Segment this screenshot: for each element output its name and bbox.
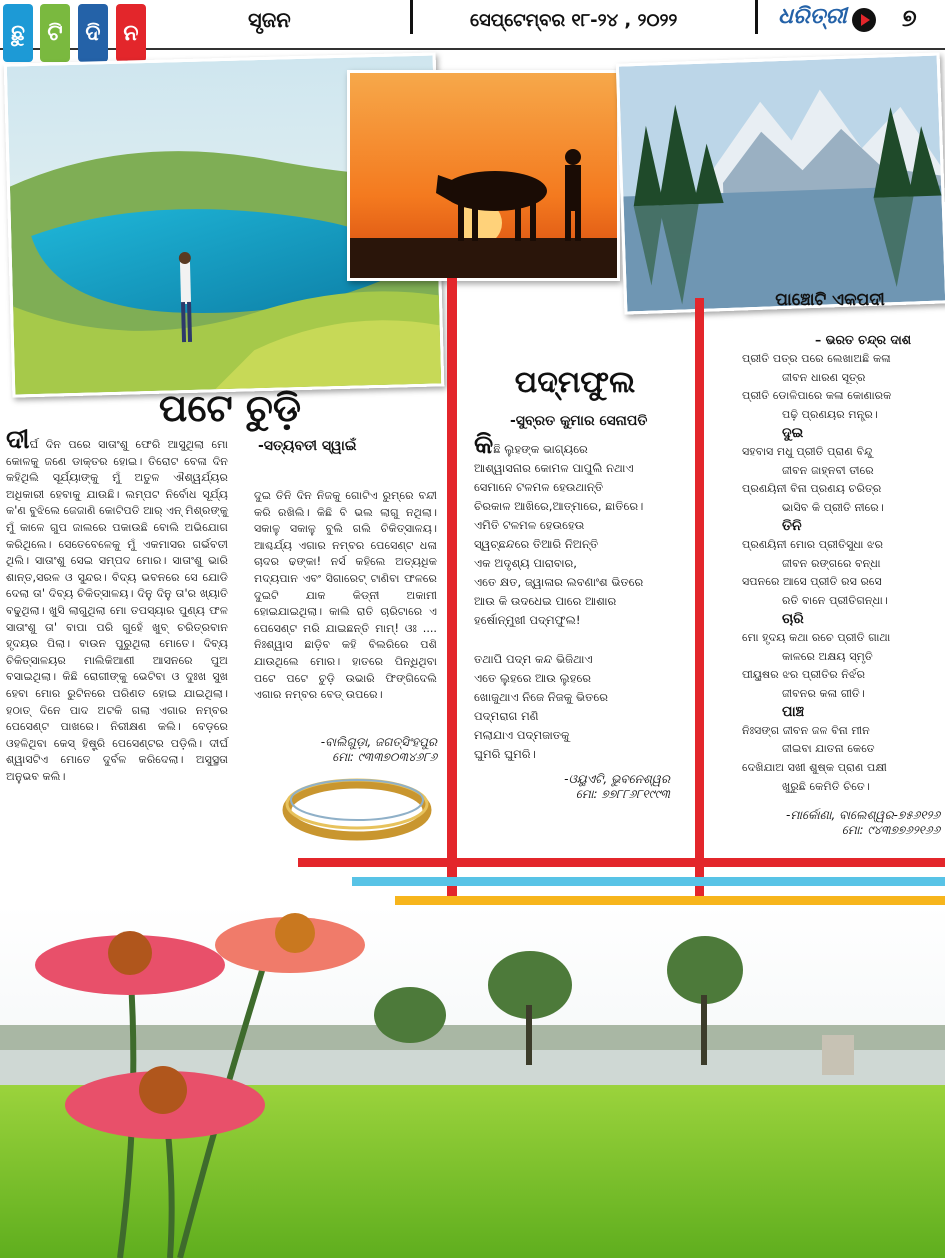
poem3-stanza-heading: ଚାରି bbox=[782, 611, 804, 628]
poem3-line: ଜୀବନର କଳା ଗୀତି। bbox=[782, 686, 865, 700]
section-name: ସୃଜନ bbox=[248, 8, 291, 32]
poem2-line: ସ୍ୱଚ୍ଛନ୍ଦରେ ତିଆରି ନିଅନ୍ତି bbox=[474, 537, 599, 551]
poem3-line: ପ୍ରୀତି ଡୋଳିପାରେ କଳା କୋଣାରକ bbox=[742, 389, 892, 403]
brand-tile-1: ଛୁ bbox=[3, 4, 33, 62]
poem2-stanza-1 bbox=[474, 430, 644, 630]
brand-tile-3: ଦି bbox=[78, 4, 108, 62]
poem2-line: ପଦ୍ମରାଗ ମଣି bbox=[474, 709, 539, 723]
brand-tile-2: ଟି bbox=[40, 4, 70, 62]
poem2-line: ଏକ ଅଦୃଶ୍ୟ ପାରାବାର, bbox=[474, 556, 577, 570]
story-dropcap: ଦୀ bbox=[6, 425, 30, 455]
header-divider bbox=[410, 0, 413, 34]
poem3-line: ନିଃସଙ୍ଗ ଜୀବନ ଜଳ ବିନା ମୀନ bbox=[742, 723, 870, 737]
mountain-reflection-photo bbox=[616, 52, 945, 314]
poem2-line: ଏମିତି ଟଳମଳ ହେଉହେଉ bbox=[474, 518, 585, 532]
poem2-stanza-2 bbox=[474, 650, 608, 764]
poem2-line: ଖୋଜୁଥାଏ ନିଜେ ନିଜକୁ ଭିତରେ bbox=[474, 690, 609, 704]
poem2-line: ହର୍ଷୋନ୍ମୁଖୀ ପଦ୍ମଫୁଲ! bbox=[474, 613, 581, 627]
page-number: ୭ bbox=[902, 4, 917, 32]
poem3-line: ଜୀଇବା ଯାତନା କେତେ bbox=[782, 742, 875, 756]
story-text-2: ଦୁଇ ତିନି ଦିନ ନିଜକୁ ଗୋଟିଏ ରୁମ୍‌ରେ ବନ୍ଦୀ କରି ରଖିଲି। କିଛି ବି ଭଲ ଲାଗୁ ନଥିଲା। ସକାଳୁ ସକାଳୁ ବୁଲି ଗଲି ଚିକିତ୍ସାଳୟ। ଆଶ୍ଚର୍ଯ୍ୟ ଏଗାର ନମ୍ବର ପେସେଣ୍ଟ ଧଳା ଚାଦର ଢଙ୍କା! ନର୍ସ କହିଲେ ଅତ୍ୟଧିକ ମଦ୍ୟପାନ ଏବଂ ସିଗାରେଟ୍ ଟାଣିବା ଫଳରେ ଦୁଇଟି ଯାକ କିଡ୍ନୀ ଅକାମୀ ହୋଇଯାଇଥିଲା। କାଲି ରାତି ଚାରିଟାରେ ଏ ପେସେଣ୍ଟ ମରି ଯାଇଛନ୍ତି ମାମ୍! ଓଃ .... ନିଃଶ୍ୱାସ ଛାଡ଼ିବ କହି ବିଲରିରେ ପଶି ଯାଉଥିଲେ ମୋର। ହାତରେ ପିନ୍ଧିଥିବା ପଟେ ପଟେ ଚୁଡ଼ି ଉଭାରି ଫିଙ୍ଗିଦେଲି ଏଗାର ନମ୍ବର ବେଡ୍ ଉପରେ। bbox=[254, 489, 437, 702]
red-column-rule bbox=[447, 278, 457, 1000]
poem3-line: ସହବାସ ମଧୁ ପ୍ରୀତି ପ୍ରାଣ ବିନ୍ଦୁ bbox=[742, 444, 873, 458]
story-title: ପଟେ ଚୁଡ଼ି bbox=[158, 385, 302, 430]
poem2-credit bbox=[480, 772, 670, 802]
play-icon bbox=[852, 8, 876, 32]
blue-horizontal-rule bbox=[352, 877, 945, 886]
bangle-illustration bbox=[282, 770, 432, 842]
yellow-horizontal-rule bbox=[395, 896, 945, 905]
poem3-line: ପ୍ରୀତି ପତ୍ର ପରେ ଲେଖାଅଛି କଳା bbox=[742, 352, 891, 365]
poem3-line: ଜୀବନ ଜାହ୍ନବୀ ତୀରେ bbox=[782, 463, 874, 477]
story-text-1: ର୍ଘ ଦିନ ପରେ ସାତାଂଶୁ ଫେରି ଆସୁଥିଲା ମୋ କୋଳକୁ ଜଣେ ଡାକ୍ତର ହୋଇ। ତିରୋଟ ବେଳା ଦିନ କହିଥିଲି ସୂର୍ଯ୍ୟାଙ୍କୁ ମୁଁ ଅତୁଳ ଐଶ୍ୱର୍ଯ୍ୟର ଅଧିକାରୀ ହେବାକୁ ଯାଉଛି। ଲମ୍ପଟ ନିର୍ବୋଧ ସୂର୍ଯ୍ୟ କ'ଣ ବୁଝିଲେ ଜେଜାଣି କୋଟିପତି ଆର୍ ଏନ୍ ମିଶ୍ରଙ୍କୁ ମୁଁ କାଳେ ଗୁପ ଜାଲରେ ପକାଉଛି ବୋଲି ଅଭିଯୋଗ କରିଥିଲେ। ସେତେବେଳେକୁ ମୁଁ ଏକମାସର ଗର୍ଭବତୀ ଥିଲି। ସାତାଂଶୁ ସେଇ ସମ୍ପଦ ମୋର। ସାତାଂଶୁ ଭାରି ଶାନ୍ତ,ସରଳ ଓ ସୁନ୍ଦର। ବିଦ୍ୟ ଭବନରେ ସେ ଯୋଡି ଦେଲା ତା' ଦିବ୍ୟ ଚିକିତ୍ସାଳୟ। ଦିନୁ ଦିନୁ ତା'ର ଖ୍ୟାତି ବଢୁଥିଲା। ଖୁସି ଲାଗୁଥିଲା ମୋ ତପସ୍ୟାର ପୁଣ୍ୟ ଫଳ ସାତାଂଶୁ ତା' ବାପା ପରି ଗୁହେଁ ଖୁବ୍ ଚରିତ୍ରବାନ ହୃଦୟର ପିଲା। ବାଉନ ପୁରୁଥିଲା ମୋତେ। ଦିବ୍ୟ ଚିକିତ୍ସାଳୟର ମାଲିକିଆଣୀ ଆସନରେ ପୁଅ ବସାଇଥିଲା। କିଛି ରୋଗୀଙ୍କୁ ଭେଟିବା ଓ ଦୁଃଖ ସୁଖ ହେବା ମୋର ରୁଟିନରେ ପରିଣତ ହୋଇ ଯାଇଥିଲା। ହଠାତ୍ ଦିନେ ପାଦ ଅଟକି ଗଲା ଏଗାର ନମ୍ବର ପେସେଣ୍ଟ ପାଖରେ। ନିରୀକ୍ଷଣ କଲି। ବେଡ଼ରେ ଓହଳିଥିବା କେସ୍ ହିଷ୍ଟ୍ରି ପେସେଣ୍ଟର ପଡ଼ିଲି। ଦୀର୍ଘ ଶ୍ୱାସଟିଏ ମୋତେ ଦୁର୍ବଳ କରିଦେଲା। ଅସୁସ୍ଥତା ଅନୁଭବ କଲି। bbox=[6, 438, 228, 783]
story-column-2 bbox=[254, 488, 437, 704]
newspaper-logo: ଧରିତ୍ରୀ bbox=[778, 4, 847, 29]
poem3-line: ପ୍ରଣୟିନୀ ମୋର ପ୍ରୀତିସୁଧା ଝର bbox=[742, 537, 884, 551]
story-credit-place: -ବାଲିଗୁଡ଼ା, ଜଗତ୍‌ସିଂହପୁର bbox=[320, 735, 437, 749]
poem3-line: ଜୀବନ ରଙ୍ଗରେ ବନ୍ଧା bbox=[782, 556, 881, 570]
paddy-field-illustration bbox=[0, 905, 945, 1258]
poem2-line: ଆଉ କି ଉଦଧେଇ ପାରେ ଆଶାର bbox=[474, 594, 617, 608]
poem2-author: -ସୁବ୍ରତ କୁମାର ସେନାପତି bbox=[510, 413, 648, 429]
poem2-line: ଆଶ୍ୱାସନାର କୋମଳ ପାପୁଲି ନଥାଏ bbox=[474, 461, 634, 475]
story-credit-phone: ମୋ: ୯୩୩୭୦୩୪୬୮୬ bbox=[332, 750, 437, 764]
sunset-cow-photo bbox=[347, 70, 620, 281]
poem2-line: ଏତେ କ୍ଷତ, ଜ୍ୱାଳାର ଲବଣାଂଶ ଭିତରେ bbox=[474, 575, 644, 589]
poem3-line: ଦେଖିଯାଅ ସଖୀ ଶୁଷ୍କ ପ୍ରାଣ ପକ୍ଷୀ bbox=[742, 761, 887, 775]
brand-tile-4: ନ bbox=[116, 4, 146, 62]
page-header bbox=[0, 0, 945, 50]
poem3-credit-place: -ମାର୍କୋଣା, ବାଲେଶ୍ୱର-୭୫୬୧୨୬ bbox=[785, 808, 940, 822]
poem3-line: ଖୁରୁଛି କେମିତି ଚିତେ। bbox=[782, 779, 870, 793]
poem3-line: ପୀୟୁଷର ଝର ପ୍ରୀତିର ନିର୍ଝର bbox=[742, 668, 866, 682]
poem3-credit bbox=[740, 808, 940, 838]
poem3-line: ଜୀବନ ଧାରଣ ସୂତ୍ର bbox=[782, 370, 866, 384]
poem2-credit-phone: ମୋ: ୭୭୮୮୬୮୧୯୯୩ bbox=[575, 787, 670, 801]
poem3-line: ରତି ବାନେ ପ୍ରୀତିଗନ୍ଧା। bbox=[782, 593, 888, 607]
poem3-title: ପାଞ୍ଚୋଟି ଏକପଦୀ bbox=[775, 290, 885, 310]
header-divider bbox=[755, 0, 758, 34]
poem2-line: ସେମାନେ ଟଳମଳ ହେଉଥାନ୍ତି bbox=[474, 480, 604, 494]
poem2-line: ଏତେ ଲୁହରେ ଆଉ ଲୁହରେ bbox=[474, 671, 592, 685]
issue-date: ସେପ୍ଟେମ୍ବର ୧୮-୨୪ , ୨୦୨୨ bbox=[470, 10, 678, 31]
poem3-line: ମୋ ହୃଦୟ କଥା ରଚେ ପ୍ରୀତି ଗାଥା bbox=[742, 630, 891, 644]
poem2-dropcap: କି bbox=[474, 430, 494, 460]
poem3-stanza-heading: ଦୁଇ bbox=[782, 425, 804, 442]
poem3-body bbox=[742, 350, 891, 796]
poem3-stanza-heading: ପାଞ୍ଚ bbox=[782, 704, 805, 721]
story-credit bbox=[254, 735, 437, 765]
poem2-title: ପଦ୍ମଫୁଲ bbox=[514, 365, 636, 400]
poem2-line: ଘୁମରି ଘୁମରି। bbox=[474, 747, 536, 761]
poem2-credit-place: -ଓୟୁଏଟି, ଭୁବନେଶ୍ୱର bbox=[564, 772, 670, 786]
poem3-credit-phone: ମୋ: ୯୪୩୭୭୬୨୧୬୬ bbox=[841, 823, 940, 837]
story-column-1 bbox=[6, 425, 228, 785]
poem3-line: ସପନରେ ଆସେ ପ୍ରୀତି ରସ ରସେ bbox=[742, 575, 882, 589]
poem3-line: ଭାସିବ କି ପ୍ରୀତି ନୀରେ। bbox=[782, 500, 884, 514]
poem2-line: ଚିରକାଳ ଆଖିରେ,ଆତ୍ମାରେ, ଛାତିରେ। bbox=[474, 499, 644, 513]
poem3-line: କାଳରେ ଅକ୍ଷୟ ସ୍ମୃତି bbox=[782, 649, 873, 663]
story-author: -ସତ୍ୟବତୀ ସ୍ୱାଇଁ bbox=[258, 438, 357, 454]
poem3-stanza-heading: ତିନି bbox=[782, 518, 802, 535]
red-horizontal-rule bbox=[298, 858, 945, 867]
poem2-line: ତଥାପି ପଦ୍ମ କନ୍ଦ ଭିଜିଥାଏ bbox=[474, 652, 593, 666]
poem3-line: ପଢ଼ି ପ୍ରଣୟର ମନ୍ତ୍ର। bbox=[782, 407, 878, 421]
poem2-line: ଛି ଲୁହଙ୍କ ଭାଗ୍ୟରେ bbox=[493, 442, 588, 456]
poem3-line: ପ୍ରଣୟିନୀ ବିନା ପ୍ରଣୟ ଚରିତ୍ର bbox=[742, 482, 882, 496]
poem2-line: ମଲାଯାଏ ପଦ୍ମଜାତକୁ bbox=[474, 728, 570, 742]
red-column-rule bbox=[695, 298, 704, 950]
poem3-author: – ଭରତ ଚନ୍ଦ୍ର ଦାଶ bbox=[815, 332, 912, 347]
